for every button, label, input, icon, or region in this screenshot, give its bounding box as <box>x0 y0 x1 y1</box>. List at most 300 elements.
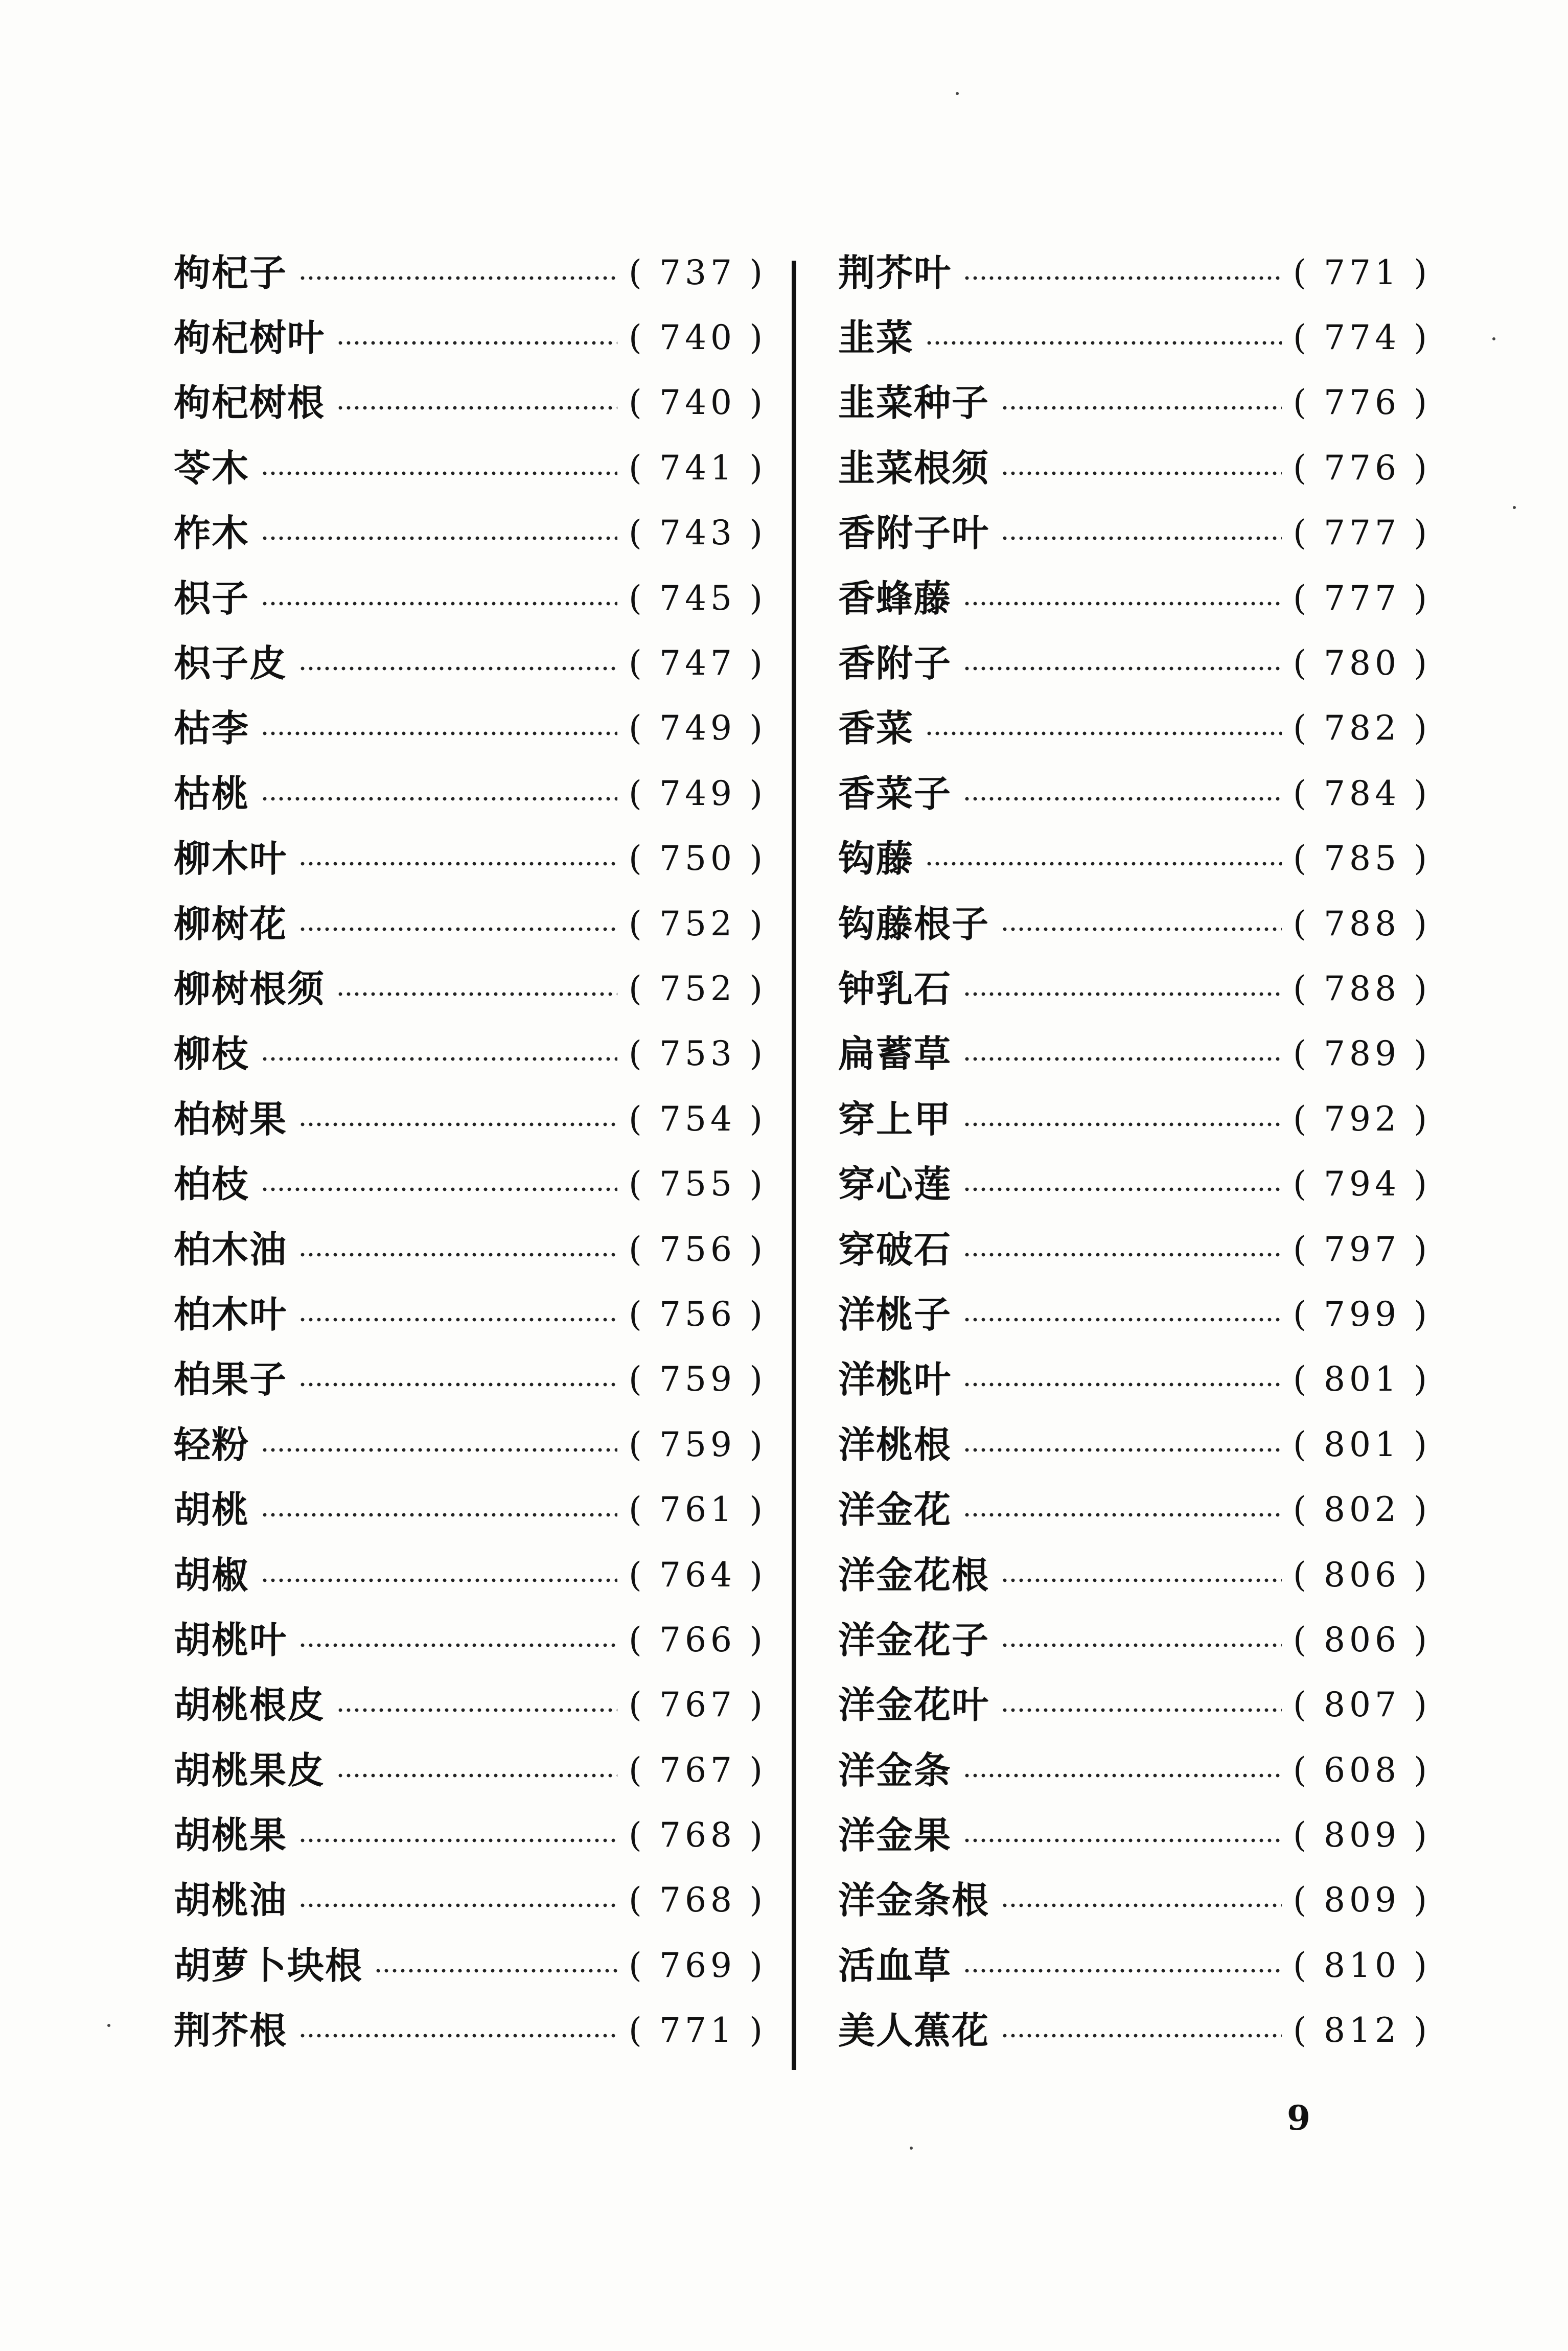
entry-name: 扁蓄草 <box>838 1032 952 1076</box>
entry-page-ref <box>1293 1164 1431 1204</box>
dot-leader <box>298 1838 617 1842</box>
page-ref-number: 801 <box>1324 1424 1400 1464</box>
dot-leader <box>963 1513 1282 1517</box>
dot-leader <box>298 1643 617 1647</box>
left-index-entry <box>174 1412 767 1477</box>
page-ref-number: 767 <box>659 1685 736 1725</box>
open-paren: ( <box>629 383 646 423</box>
left-index-entry <box>174 305 767 370</box>
page-ref-number: 749 <box>659 708 736 748</box>
left-index-entry <box>174 1933 767 1998</box>
page-ref-number: 777 <box>1324 578 1400 618</box>
right-index-entry <box>838 1282 1431 1347</box>
page-ref-number: 797 <box>1324 1229 1400 1269</box>
dot-leader <box>336 341 617 345</box>
open-paren: ( <box>629 1555 646 1595</box>
page-ref-number: 743 <box>659 513 736 553</box>
entry-name: 钟乳石 <box>838 966 952 1010</box>
entry-page-ref <box>629 1359 767 1399</box>
close-paren: ) <box>749 1164 767 1204</box>
page-ref-number: 799 <box>1324 1294 1400 1334</box>
open-paren: ( <box>629 318 646 358</box>
close-paren: ) <box>1414 1359 1431 1399</box>
entry-page-ref <box>1293 773 1431 813</box>
entry-name: 洋金花子 <box>838 1618 990 1662</box>
page-ref-number: 784 <box>1324 773 1400 813</box>
page-ref-number: 794 <box>1324 1164 1400 1204</box>
close-paren: ) <box>749 643 767 683</box>
entry-name: 钩藤 <box>838 837 914 881</box>
dot-leader <box>925 341 1282 345</box>
left-index-entry <box>174 696 767 761</box>
close-paren: ) <box>1414 1229 1431 1269</box>
close-paren: ) <box>749 1424 767 1464</box>
open-paren: ( <box>1293 773 1310 813</box>
entry-page-ref <box>1293 252 1431 292</box>
open-paren: ( <box>629 1880 646 1920</box>
right-index-entry <box>838 1803 1431 1868</box>
close-paren: ) <box>1414 643 1431 683</box>
entry-page-ref <box>1293 318 1431 358</box>
close-paren: ) <box>1414 1620 1431 1659</box>
left-index-entry <box>174 1738 767 1803</box>
dot-leader <box>963 602 1282 606</box>
entry-name: 柳枝 <box>174 1032 250 1076</box>
close-paren: ) <box>749 2011 767 2050</box>
close-paren: ) <box>749 904 767 943</box>
close-paren: ) <box>749 708 767 748</box>
entry-page-ref <box>629 383 767 423</box>
left-index-entry <box>174 1087 767 1151</box>
page-ref-number: 753 <box>659 1034 736 1074</box>
close-paren: ) <box>749 1294 767 1334</box>
right-index-entry <box>838 1998 1431 2063</box>
left-index-entry <box>174 1151 767 1216</box>
entry-page-ref <box>1293 1750 1431 1790</box>
entry-name: 柏枝 <box>174 1162 250 1206</box>
dot-leader <box>963 1838 1282 1842</box>
dot-leader <box>963 1969 1282 1973</box>
left-index-entry <box>174 1022 767 1087</box>
print-speck <box>1513 506 1516 509</box>
entry-page-ref <box>629 1164 767 1204</box>
dot-leader <box>963 1382 1282 1387</box>
dot-leader <box>261 602 617 606</box>
page-ref-number: 792 <box>1324 1099 1400 1139</box>
close-paren: ) <box>749 773 767 813</box>
close-paren: ) <box>749 383 767 423</box>
dot-leader <box>925 862 1282 866</box>
page-ref-number: 789 <box>1324 1034 1400 1074</box>
page-ref-number: 788 <box>1324 904 1400 943</box>
entry-name: 洋金果 <box>838 1813 952 1857</box>
right-index-entry <box>838 1412 1431 1477</box>
dot-leader <box>298 1122 617 1126</box>
close-paren: ) <box>1414 1685 1431 1725</box>
right-index-entry <box>838 1151 1431 1216</box>
page-ref-number: 780 <box>1324 643 1400 683</box>
left-index-entry <box>174 240 767 305</box>
close-paren: ) <box>749 969 767 1008</box>
dot-leader <box>1001 471 1282 475</box>
open-paren: ( <box>629 1620 646 1659</box>
page-ref-number: 749 <box>659 773 736 813</box>
right-index-entry <box>838 1087 1431 1151</box>
open-paren: ( <box>629 252 646 292</box>
print-speck <box>910 2147 913 2150</box>
right-index-entry <box>838 501 1431 566</box>
entry-name: 美人蕉花 <box>838 2009 990 2053</box>
page-ref-number: 809 <box>1324 1815 1400 1855</box>
right-index-entry <box>838 956 1431 1021</box>
entry-page-ref <box>1293 1620 1431 1659</box>
close-paren: ) <box>749 1229 767 1269</box>
open-paren: ( <box>1293 1490 1310 1530</box>
dot-leader <box>261 797 617 801</box>
entry-name: 洋桃子 <box>838 1292 952 1336</box>
page-ref-number: 806 <box>1324 1555 1400 1595</box>
left-index-entry <box>174 566 767 631</box>
open-paren: ( <box>629 643 646 683</box>
entry-name: 香菜 <box>838 706 914 750</box>
dot-leader <box>963 797 1282 801</box>
entry-name: 洋金条 <box>838 1748 952 1792</box>
page-ref-number: 761 <box>659 1490 736 1530</box>
entry-name: 枳子皮 <box>174 641 288 685</box>
open-paren: ( <box>629 1359 646 1399</box>
entry-name: 枯桃 <box>174 771 250 815</box>
dot-leader <box>963 1318 1282 1322</box>
dot-leader <box>1001 406 1282 410</box>
dot-leader <box>963 1773 1282 1778</box>
open-paren: ( <box>629 839 646 879</box>
entry-name: 荆芥根 <box>174 2009 288 2053</box>
entry-page-ref <box>1293 1815 1431 1855</box>
dot-leader <box>298 862 617 866</box>
close-paren: ) <box>1414 252 1431 292</box>
close-paren: ) <box>1414 1555 1431 1595</box>
entry-page-ref <box>629 1620 767 1659</box>
right-index-entry <box>838 1868 1431 1933</box>
open-paren: ( <box>1293 252 1310 292</box>
dot-leader <box>261 471 617 475</box>
entry-page-ref <box>629 1424 767 1464</box>
entry-page-ref <box>629 252 767 292</box>
entry-page-ref <box>1293 969 1431 1008</box>
close-paren: ) <box>749 448 767 488</box>
open-paren: ( <box>1293 643 1310 683</box>
entry-name: 穿破石 <box>838 1227 952 1271</box>
left-index-entry <box>174 956 767 1021</box>
entry-name: 枸杞树叶 <box>174 316 326 360</box>
page-ref-number: 806 <box>1324 1620 1400 1659</box>
page-ref-number: 745 <box>659 578 736 618</box>
page-ref-number: 812 <box>1324 2011 1400 2050</box>
entry-name: 枸杞树根 <box>174 381 326 425</box>
dot-leader <box>963 1057 1282 1061</box>
page-ref-number: 771 <box>659 2011 736 2050</box>
entry-page-ref <box>629 1099 767 1139</box>
dot-leader <box>1001 1643 1282 1647</box>
print-speck <box>107 2024 110 2027</box>
left-index-entry <box>174 1347 767 1412</box>
open-paren: ( <box>1293 1620 1310 1659</box>
open-paren: ( <box>1293 1945 1310 1985</box>
dot-leader <box>298 1253 617 1257</box>
right-index-entry <box>838 435 1431 500</box>
entry-name: 洋桃根 <box>838 1422 952 1466</box>
entry-name: 洋金花根 <box>838 1553 990 1597</box>
page-ref-number: 756 <box>659 1229 736 1269</box>
right-index-entry <box>838 305 1431 370</box>
close-paren: ) <box>749 1490 767 1530</box>
open-paren: ( <box>1293 904 1310 943</box>
open-paren: ( <box>1293 1294 1310 1334</box>
open-paren: ( <box>1293 318 1310 358</box>
entry-name: 香附子叶 <box>838 511 990 555</box>
page-ref-number: 768 <box>659 1815 736 1855</box>
page-ref-number: 771 <box>1324 252 1400 292</box>
left-index-entry <box>174 1542 767 1607</box>
open-paren: ( <box>629 904 646 943</box>
close-paren: ) <box>1414 969 1431 1008</box>
entry-name: 胡萝卜块根 <box>174 1943 363 1987</box>
close-paren: ) <box>1414 904 1431 943</box>
open-paren: ( <box>629 1815 646 1855</box>
entry-page-ref <box>629 1490 767 1530</box>
entry-page-ref <box>1293 1359 1431 1399</box>
open-paren: ( <box>1293 1424 1310 1464</box>
dot-leader <box>1001 1903 1282 1907</box>
entry-page-ref <box>1293 1685 1431 1725</box>
close-paren: ) <box>1414 708 1431 748</box>
entry-page-ref <box>629 448 767 488</box>
close-paren: ) <box>1414 448 1431 488</box>
dot-leader <box>261 1187 617 1191</box>
right-index-entry <box>838 371 1431 435</box>
dot-leader <box>1001 1578 1282 1582</box>
open-paren: ( <box>629 1294 646 1334</box>
dot-leader <box>374 1969 617 1973</box>
close-paren: ) <box>1414 383 1431 423</box>
entry-page-ref <box>1293 578 1431 618</box>
close-paren: ) <box>749 1620 767 1659</box>
close-paren: ) <box>1414 1880 1431 1920</box>
entry-name: 枯李 <box>174 706 250 750</box>
page-ref-number: 788 <box>1324 969 1400 1008</box>
entry-page-ref <box>629 2011 767 2050</box>
right-index-entry <box>838 1542 1431 1607</box>
page-ref-number: 740 <box>659 318 736 358</box>
entry-name: 韭菜 <box>838 316 914 360</box>
right-index-entry <box>838 1477 1431 1542</box>
open-paren: ( <box>629 1490 646 1530</box>
dot-leader <box>261 1448 617 1452</box>
left-index-entry <box>174 371 767 435</box>
close-paren: ) <box>749 578 767 618</box>
open-paren: ( <box>629 1164 646 1204</box>
entry-page-ref <box>629 643 767 683</box>
page-ref-number: 807 <box>1324 1685 1400 1725</box>
close-paren: ) <box>749 513 767 553</box>
left-index-entry <box>174 1868 767 1933</box>
entry-name: 韭菜种子 <box>838 381 990 425</box>
entry-page-ref <box>1293 1880 1431 1920</box>
close-paren: ) <box>1414 513 1431 553</box>
close-paren: ) <box>749 252 767 292</box>
page-ref-number: 752 <box>659 904 736 943</box>
dot-leader <box>298 1318 617 1322</box>
entry-name: 洋金花 <box>838 1488 952 1532</box>
close-paren: ) <box>1414 1034 1431 1074</box>
page-ref-number: 737 <box>659 252 736 292</box>
open-paren: ( <box>629 1945 646 1985</box>
right-index-entry <box>838 696 1431 761</box>
entry-page-ref <box>1293 1294 1431 1334</box>
entry-name: 柏果子 <box>174 1357 288 1401</box>
dot-leader <box>261 1057 617 1061</box>
entry-name: 穿上甲 <box>838 1097 952 1141</box>
open-paren: ( <box>629 969 646 1008</box>
page-ref-number: 766 <box>659 1620 736 1659</box>
close-paren: ) <box>1414 1945 1431 1985</box>
left-index-entry <box>174 1607 767 1672</box>
close-paren: ) <box>749 1685 767 1725</box>
close-paren: ) <box>1414 1164 1431 1204</box>
open-paren: ( <box>1293 1750 1310 1790</box>
dot-leader <box>261 1513 617 1517</box>
close-paren: ) <box>749 1880 767 1920</box>
left-index-entry <box>174 826 767 891</box>
page-ref-number: 776 <box>1324 383 1400 423</box>
dot-leader <box>336 1708 617 1712</box>
entry-page-ref <box>629 773 767 813</box>
entry-page-ref <box>629 1685 767 1725</box>
open-paren: ( <box>629 1685 646 1725</box>
column-divider <box>792 261 796 2070</box>
page-ref-number: 785 <box>1324 839 1400 879</box>
page-ref-number: 776 <box>1324 448 1400 488</box>
entry-page-ref <box>629 969 767 1008</box>
entry-name: 香附子 <box>838 641 952 685</box>
entry-page-ref <box>629 904 767 943</box>
open-paren: ( <box>629 708 646 748</box>
page-ref-number: 782 <box>1324 708 1400 748</box>
left-index-entry <box>174 1282 767 1347</box>
open-paren: ( <box>1293 1099 1310 1139</box>
close-paren: ) <box>1414 2011 1431 2050</box>
entry-name: 钩藤根子 <box>838 902 990 946</box>
entry-name: 胡桃 <box>174 1488 250 1532</box>
entry-name: 柏木叶 <box>174 1292 288 1336</box>
open-paren: ( <box>629 2011 646 2050</box>
entry-name: 胡桃果皮 <box>174 1748 326 1792</box>
entry-name: 柳树花 <box>174 902 288 946</box>
entry-page-ref <box>629 1229 767 1269</box>
entry-name: 轻粉 <box>174 1422 250 1466</box>
entry-page-ref <box>1293 1424 1431 1464</box>
dot-leader <box>298 2034 617 2038</box>
page-ref-number: 764 <box>659 1555 736 1595</box>
right-index-entry <box>838 1933 1431 1998</box>
entry-page-ref <box>629 318 767 358</box>
page-ref-number: 747 <box>659 643 736 683</box>
right-index-entry <box>838 1347 1431 1412</box>
page-ref-number: 608 <box>1324 1750 1400 1790</box>
entry-page-ref <box>629 1294 767 1334</box>
entry-page-ref <box>1293 2011 1431 2050</box>
page-ref-number: 759 <box>659 1424 736 1464</box>
left-index-entry <box>174 761 767 826</box>
page-ref-number: 810 <box>1324 1945 1400 1985</box>
entry-page-ref <box>1293 1034 1431 1074</box>
entry-name: 胡桃根皮 <box>174 1683 326 1727</box>
open-paren: ( <box>629 1229 646 1269</box>
left-index-entry <box>174 1998 767 2063</box>
entry-page-ref <box>629 1750 767 1790</box>
entry-page-ref <box>629 1815 767 1855</box>
left-index-entry <box>174 891 767 956</box>
right-index-entry <box>838 1738 1431 1803</box>
open-paren: ( <box>1293 1164 1310 1204</box>
entry-page-ref <box>1293 904 1431 943</box>
open-paren: ( <box>1293 2011 1310 2050</box>
page-ref-number: 741 <box>659 448 736 488</box>
right-index-entry <box>838 1217 1431 1282</box>
dot-leader <box>298 276 617 280</box>
right-index-entry <box>838 891 1431 956</box>
close-paren: ) <box>1414 318 1431 358</box>
dot-leader <box>261 536 617 540</box>
left-index-entry <box>174 1477 767 1542</box>
entry-name: 胡桃果 <box>174 1813 288 1857</box>
left-index-entry <box>174 1217 767 1282</box>
page-ref-number: 809 <box>1324 1880 1400 1920</box>
dot-leader <box>925 731 1282 735</box>
entry-name: 胡桃叶 <box>174 1618 288 1662</box>
open-paren: ( <box>1293 1685 1310 1725</box>
page-ref-number: 774 <box>1324 318 1400 358</box>
entry-page-ref <box>629 1880 767 1920</box>
entry-page-ref <box>629 708 767 748</box>
entry-name: 枸杞子 <box>174 250 288 294</box>
right-index-entry <box>838 761 1431 826</box>
dot-leader <box>1001 2034 1282 2038</box>
entry-name: 洋金条根 <box>838 1878 990 1922</box>
entry-name: 活血草 <box>838 1943 952 1987</box>
left-index-entry <box>174 1803 767 1868</box>
open-paren: ( <box>629 1099 646 1139</box>
entry-page-ref <box>1293 1945 1431 1985</box>
close-paren: ) <box>749 318 767 358</box>
entry-name: 胡桃油 <box>174 1878 288 1922</box>
entry-page-ref <box>1293 1099 1431 1139</box>
close-paren: ) <box>1414 773 1431 813</box>
dot-leader <box>963 1187 1282 1191</box>
entry-name: 柳树根须 <box>174 966 326 1010</box>
entry-name: 洋金花叶 <box>838 1683 990 1727</box>
dot-leader <box>963 1253 1282 1257</box>
entry-page-ref <box>629 1555 767 1595</box>
entry-page-ref <box>1293 643 1431 683</box>
close-paren: ) <box>1414 1424 1431 1464</box>
right-index-entry <box>838 1673 1431 1738</box>
close-paren: ) <box>749 1099 767 1139</box>
dot-leader <box>963 992 1282 996</box>
right-index-entry <box>838 826 1431 891</box>
dot-leader <box>298 927 617 931</box>
close-paren: ) <box>1414 578 1431 618</box>
